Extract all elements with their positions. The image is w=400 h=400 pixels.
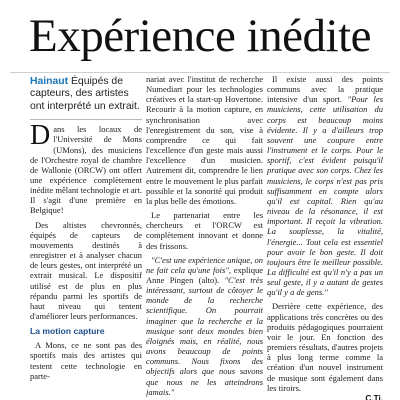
lead-paragraph: ans les locaux de l'Université de Mons (UMons), des musiciens de l'Orchestre royal de chambre de Wallonie (ORCW) ont offert une expérience complètement inédite mêlant technologie et art. Il s'agit d'une première en Belgique!: [30, 124, 142, 216]
author-signature: C.Ti.: [365, 393, 383, 400]
paragraph-chercheurs: Le partenariat entre les chercheurs et l'ORCW est complètement innovant et donne des frissons.: [146, 210, 263, 251]
quote-intro: "C'est une expérience unique, on ne fait cela qu'une fois": [146, 254, 263, 275]
lead-paragraph-wrap: [30, 120, 142, 216]
paragraph-altistes: Des altistes chevronnés, équipés de capteurs de mouvements destinés à enregistrer et à analyser chacun de leurs gestes, ont interprété un extrait musical. Le dispositif utilisé est de plus en plus répandu parmi les sportifs de haut niveau qui tentent d'améliorer leurs performances.: [30, 219, 142, 322]
article-headline: Expérience inédite: [28, 10, 371, 62]
sport-intro: Il existe aussi des points communs avec la pratique intensive d'un sport.: [267, 74, 383, 105]
article-column-3: [267, 74, 383, 400]
article-deck: [30, 76, 142, 113]
paragraph-sport: [267, 74, 383, 297]
section-subhead: La motion capture: [30, 326, 105, 337]
paragraph-partenariat: nariat avec l'institut de recherche Numediart pour les technologies créatives et la start-up Hovertone. Recourir à la motion capture, en synchronisation avec l'enregistrement du son, vise à comprendre ce qui fait l'excellence d'un geste mais aussi l'excellence d'un musicien. Autrement dit, comprendre le lien entre le mouvement le plus parfait possible et la sonorité qui produit la plus belle des émotions.: [146, 74, 263, 206]
quote-attribution: , explique Anne Pingen (alto).: [146, 264, 263, 285]
sport-quote: "Pour les musiciens, cette utilisation du corps est beaucoup moins évidente. Il y a d'ailleurs trop souvent une coupure entre l'instrument et le corps. Pour le sportif, c'est évident puisqu'il pratique avec son corps. Chez les musiciens, le corps n'est pas pris suffisamment en compte alors qu'il est capital. Rien qu'au niveau de la résonance, il est important. Il reçoit la vibration. La souplesse, la vitalité, l'énergie... Tout cela est essentiel pour avoir le bon geste. Il doit toujours être le meilleur possible. La difficulté est qu'il n'y a pas un seul geste, il y a autant de gestes qu'il y a de gens.": [267, 94, 383, 298]
drop-cap: D: [30, 120, 51, 152]
paragraph-mons: A Mons, ce ne sont pas des sportifs mais des artistes qui testent cette technologie en parte-: [30, 340, 142, 381]
deck-text: Équipés de capteurs, des artistes ont interprété un extrait.: [30, 76, 140, 112]
article-column-2: [146, 74, 263, 400]
article-column-1: [30, 74, 142, 400]
paragraph-quote-pingen: [146, 255, 263, 397]
quote-body: "C'est très intéressant, surtout de côtoyer le monde de la recherche scientifique. On pourrait imaginer que la recherche et la musique sont deux mondes bien éloignés mais, en réalité, nous avons beaucoup de points communs. Nous fixons des objectifs alors que nous savons que nous ne les atteindrons jamais.": [146, 274, 263, 397]
deck-region: Hainaut: [30, 76, 69, 87]
paragraph-applications: Derrière cette expérience, des applications très concrètes ou des produits pédagogiques pourraient voir le jour. En fonction des premiers résultats, d'autres projets à plus long terme comme la création d'un nouvel instrument de musique sont également dans les tiroirs.: [267, 301, 383, 393]
headline-rule: [10, 72, 390, 73]
